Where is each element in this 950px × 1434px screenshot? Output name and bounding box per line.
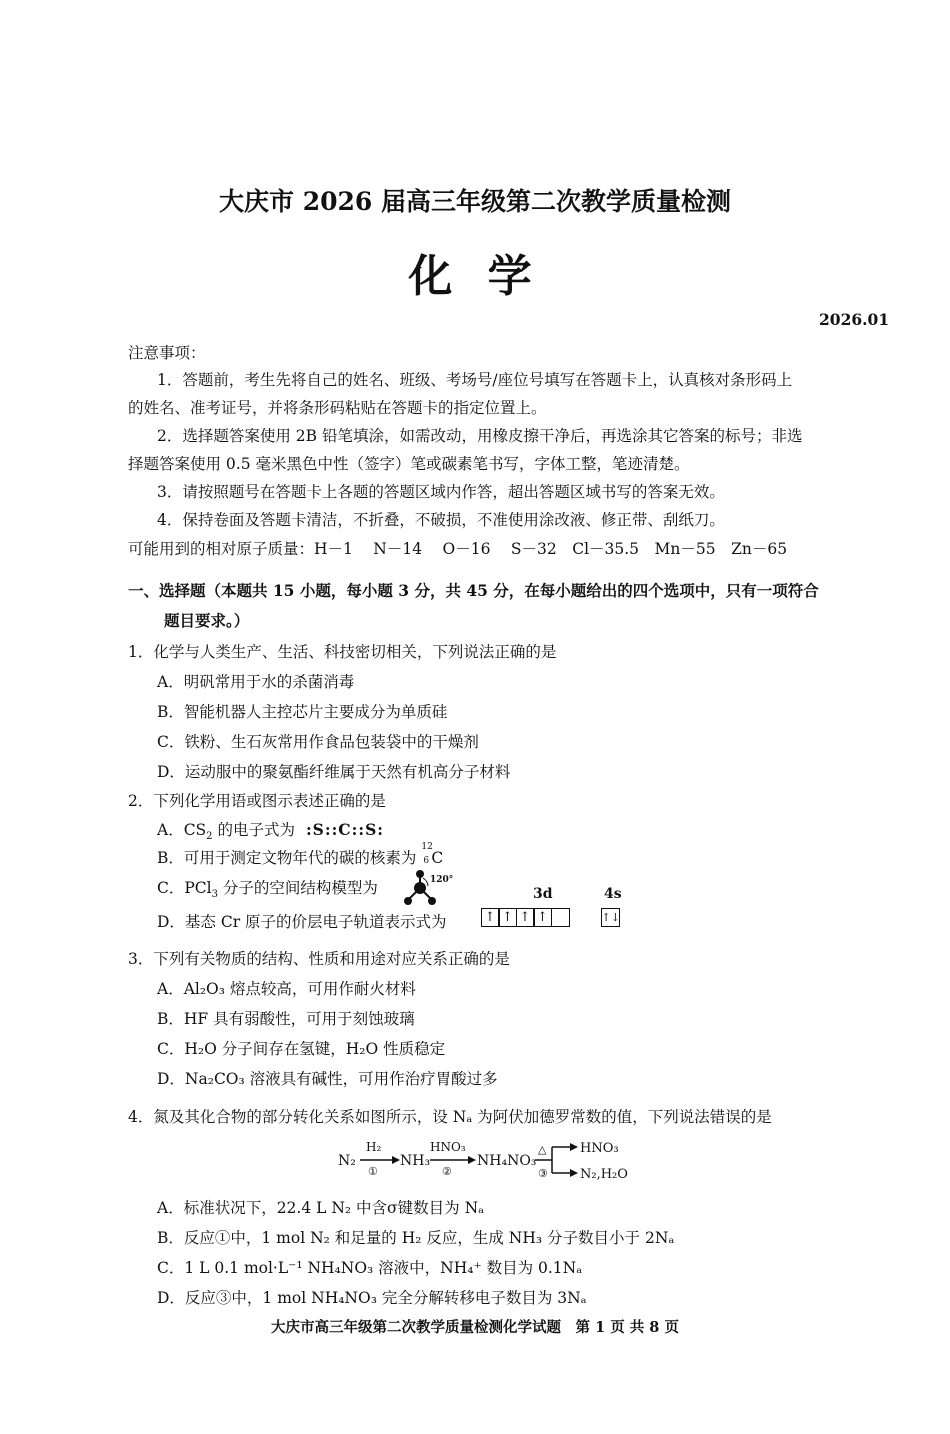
section-heading-cont: 题目要求。） bbox=[164, 611, 250, 630]
q4-stem: 4．氮及其化合物的部分转化关系如图所示，设 Nₐ 为阿伏加德罗常数的值，下列说法错误的是 bbox=[128, 1108, 772, 1126]
scheme-product-n2-h2o: N₂,H₂O bbox=[580, 1167, 628, 1182]
q2-a-label: A．CS bbox=[157, 821, 207, 839]
scheme-step3: ③ bbox=[538, 1167, 548, 1180]
q4-option-b: B．反应①中，1 mol N₂ 和足量的 H₂ 反应，生成 NH₃ 分子数目小于 2Nₐ bbox=[157, 1229, 675, 1247]
q2-option-b bbox=[157, 842, 444, 868]
orbital-box: ↑ bbox=[481, 908, 500, 927]
subject-title: 化 学 bbox=[408, 251, 542, 302]
section-heading: 一、选择题（本题共 15 小题，每小题 3 分，共 45 分，在每小题给出的四个选项中，只有一项符合 bbox=[128, 581, 819, 600]
q1-option-d: D．运动服中的聚氨酯纤维属于天然有机高分子材料 bbox=[157, 763, 511, 781]
orbital-3d-label: 3d bbox=[533, 886, 553, 902]
orbital-diagram-4s bbox=[602, 907, 620, 927]
scheme-h2: H₂ bbox=[366, 1140, 382, 1154]
q1-option-a: A．明矾常用于水的杀菌消毒 bbox=[157, 673, 355, 691]
q4-option-d: D．反应③中，1 mol NH₄NO₃ 完全分解转移电子数目为 3Nₐ bbox=[157, 1289, 587, 1307]
scheme-delta: △ bbox=[538, 1143, 547, 1156]
q3-option-a: A．Al₂O₃ 熔点较高，可用作耐火材料 bbox=[157, 980, 416, 998]
exam-date: 2026.01 bbox=[819, 310, 890, 329]
scheme-nh3: NH₃ bbox=[400, 1153, 431, 1169]
orbital-diagram-3d bbox=[482, 907, 570, 927]
q1-option-b: B．智能机器人主控芯片主要成分为单质硅 bbox=[157, 703, 448, 721]
q1-stem: 1．化学与人类生产、生活、科技密切相关，下列说法正确的是 bbox=[128, 643, 557, 661]
notice-heading: 注意事项： bbox=[128, 344, 206, 362]
scheme-nh4no3: NH₄NO₃ bbox=[477, 1153, 537, 1169]
nitrogen-conversion-scheme bbox=[330, 1135, 650, 1187]
orbital-box: ↑ bbox=[498, 908, 517, 927]
orbital-box bbox=[551, 908, 570, 927]
atomic-masses: 可能用到的相对原子质量：H－1 N－14 O－16 S－32 Cl－35.5 Mn－55 Zn－65 bbox=[128, 540, 788, 558]
q3-option-b: B．HF 具有弱酸性，可用于刻蚀玻璃 bbox=[157, 1010, 415, 1028]
nuclide-mass-number: 12 bbox=[421, 842, 433, 852]
orbital-box: ↑ bbox=[533, 908, 552, 927]
notice-item: 择题答案使用 0.5 毫米黑色中性（签字）笔或碳素笔书写，字体工整，笔迹清楚。 bbox=[128, 455, 690, 473]
q4-option-a: A．标准状况下，22.4 L N₂ 中含σ键数目为 Nₐ bbox=[157, 1199, 485, 1217]
notice-item: 3．请按照题号在答题卡上各题的答题区域内作答，超出答题区域书写的答案无效。 bbox=[157, 483, 725, 501]
orbital-box: ↑ bbox=[516, 908, 535, 927]
nuclide-symbol: C bbox=[431, 849, 444, 867]
q2-option-c: C．PCl$_3$ 分子的空间结构模型为 bbox=[157, 879, 378, 901]
notice-item: 2．选择题答案使用 2B 铅笔填涂，如需改动，用橡皮擦干净后，再选涂其它答案的标号；非选 bbox=[157, 427, 803, 445]
q3-option-d: D．Na₂CO₃ 溶液具有碱性，可用作治疗胃酸过多 bbox=[157, 1070, 498, 1088]
q2-c-label2: 分子的空间结构模型为 bbox=[222, 879, 378, 897]
notice-item: 4．保持卷面及答题卡清洁，不折叠，不破损，不准使用涂改液、修正带、刮纸刀。 bbox=[157, 511, 725, 529]
page-footer: 大庆市高三年级第二次教学质量检测化学试题 第 1 页 共 8 页 bbox=[271, 1319, 679, 1336]
q2-option-a: A．$CS_2$ 的电子式为 :S::C::S: bbox=[157, 820, 384, 843]
q1-option-c: C．铁粉、生石灰常用作食品包装袋中的干燥剂 bbox=[157, 733, 479, 751]
q2-c-label: C．PCl bbox=[157, 879, 212, 897]
scheme-hno3-reagent: HNO₃ bbox=[430, 1140, 466, 1154]
scheme-step2: ② bbox=[442, 1165, 452, 1178]
pcl3-structure-model bbox=[400, 868, 470, 908]
orbital-box-4s: ↑↓ bbox=[601, 908, 620, 927]
orbital-4s-label: 4s bbox=[604, 886, 622, 902]
cs2-electron-formula: :S::C::S: bbox=[305, 820, 384, 839]
q2-a-label2: 的电子式为 bbox=[217, 821, 295, 839]
notice-item: 的姓名、准考证号，并将条形码粘贴在答题卡的指定位置上。 bbox=[128, 399, 547, 417]
q2-stem: 2．下列化学用语或图示表述正确的是 bbox=[128, 792, 386, 810]
scheme-product-hno3: HNO₃ bbox=[580, 1141, 619, 1156]
scheme-n2: N₂ bbox=[338, 1153, 356, 1169]
nuclide-atomic-number: 6 bbox=[423, 856, 430, 866]
q3-option-c: C．H₂O 分子间存在氢键，H₂O 性质稳定 bbox=[157, 1040, 446, 1058]
q2-option-d: D．基态 Cr 原子的价层电子轨道表示式为 bbox=[157, 913, 447, 931]
q3-stem: 3．下列有关物质的结构、性质和用途对应关系正确的是 bbox=[128, 950, 510, 968]
bond-angle-label: 120° bbox=[430, 875, 454, 885]
scheme-step1: ① bbox=[368, 1165, 378, 1178]
notice-item: 1．答题前，考生先将自己的姓名、班级、考场号/座位号填写在答题卡上，认真核对条形码上 bbox=[157, 371, 793, 389]
q4-option-c: C．1 L 0.1 mol·L⁻¹ NH₄NO₃ 溶液中，NH₄⁺ 数目为 0.1Nₐ bbox=[157, 1259, 583, 1277]
q2-b-label: B．可用于测定文物年代的碳的核素为 bbox=[157, 849, 417, 867]
exam-title: 大庆市 2026 届高三年级第二次教学质量检测 bbox=[219, 187, 731, 216]
